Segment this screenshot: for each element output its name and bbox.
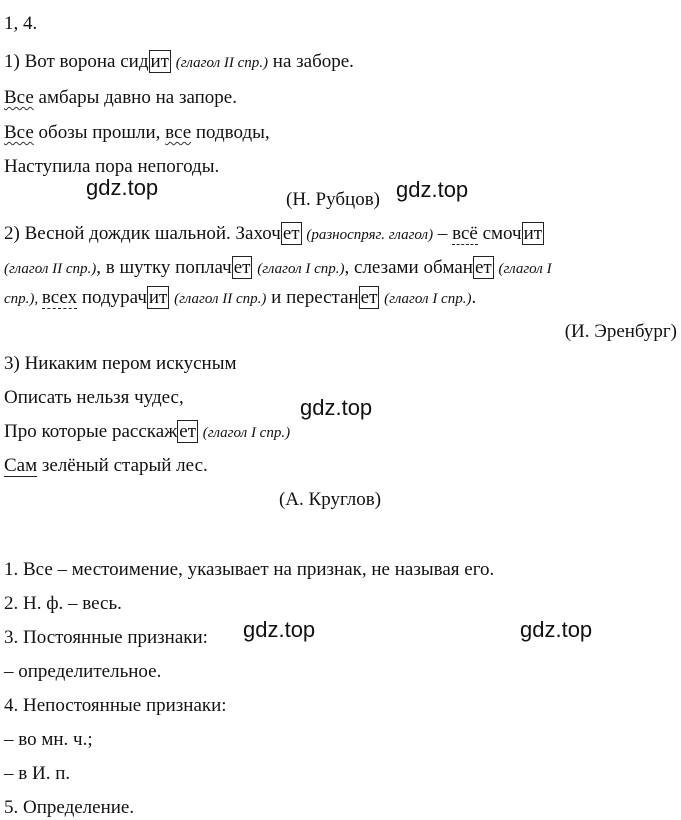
poem3-author: (А. Круглов) (279, 489, 382, 510)
poem1-line4: Наступила пора непогоды. (4, 156, 220, 177)
watermark: gdz.top (86, 175, 159, 200)
task-number: 1, 4. (4, 13, 38, 34)
analysis-item-8: 5. Определение. (4, 797, 135, 818)
poem3-line4: Сам зелёный старый лес. (4, 455, 208, 476)
analysis-item-7: – в И. п. (4, 763, 71, 784)
poem3-line1: 3) Никаким пером искусным (4, 353, 237, 374)
poem2-line3: спр.), всех подурач ит (глагол II спр.) и перестан ет (глагол I спр.). (4, 287, 477, 308)
analysis-item-5: 4. Непостоянные признаки: (4, 695, 227, 716)
analysis-item-3: 3. Постоянные признаки: (4, 627, 208, 648)
analysis-item-2: 2. Н. ф. – весь. (4, 593, 122, 614)
watermark: gdz.top (396, 177, 469, 202)
poem1-line1: 1) Вот ворона сид ит (глагол II спр.) на заборе. (4, 51, 354, 72)
poem1-line2: Все амбары давно на запоре. (4, 87, 237, 108)
watermark: gdz.top (520, 617, 593, 642)
watermark: gdz.top (243, 617, 316, 642)
poem3-line3: Про которые расскаж ет (глагол I спр.) (4, 421, 291, 442)
poem1-author: (Н. Рубцов) (286, 189, 380, 210)
poem3-line2: Описать нельзя чудес, (4, 387, 184, 408)
poem2-line1: 2) Весной дождик шальной. Захоч ет (разноспряг. глагол) – всё смоч ит (4, 223, 543, 244)
analysis-item-4: – определительное. (4, 661, 162, 682)
poem2-line2: (глагол II спр.), в шутку поплач ет (глагол I спр.), слезами обман ет (глагол I (4, 257, 552, 278)
analysis-item-6: – во мн. ч.; (4, 729, 93, 750)
poem2-author: (И. Эренбург) (564, 321, 677, 342)
watermark: gdz.top (300, 395, 373, 420)
analysis-item-1: 1. Все – местоимение, указывает на признак, не называя его. (4, 559, 495, 580)
poem1-line3: Все обозы прошли, все подводы, (4, 122, 270, 143)
